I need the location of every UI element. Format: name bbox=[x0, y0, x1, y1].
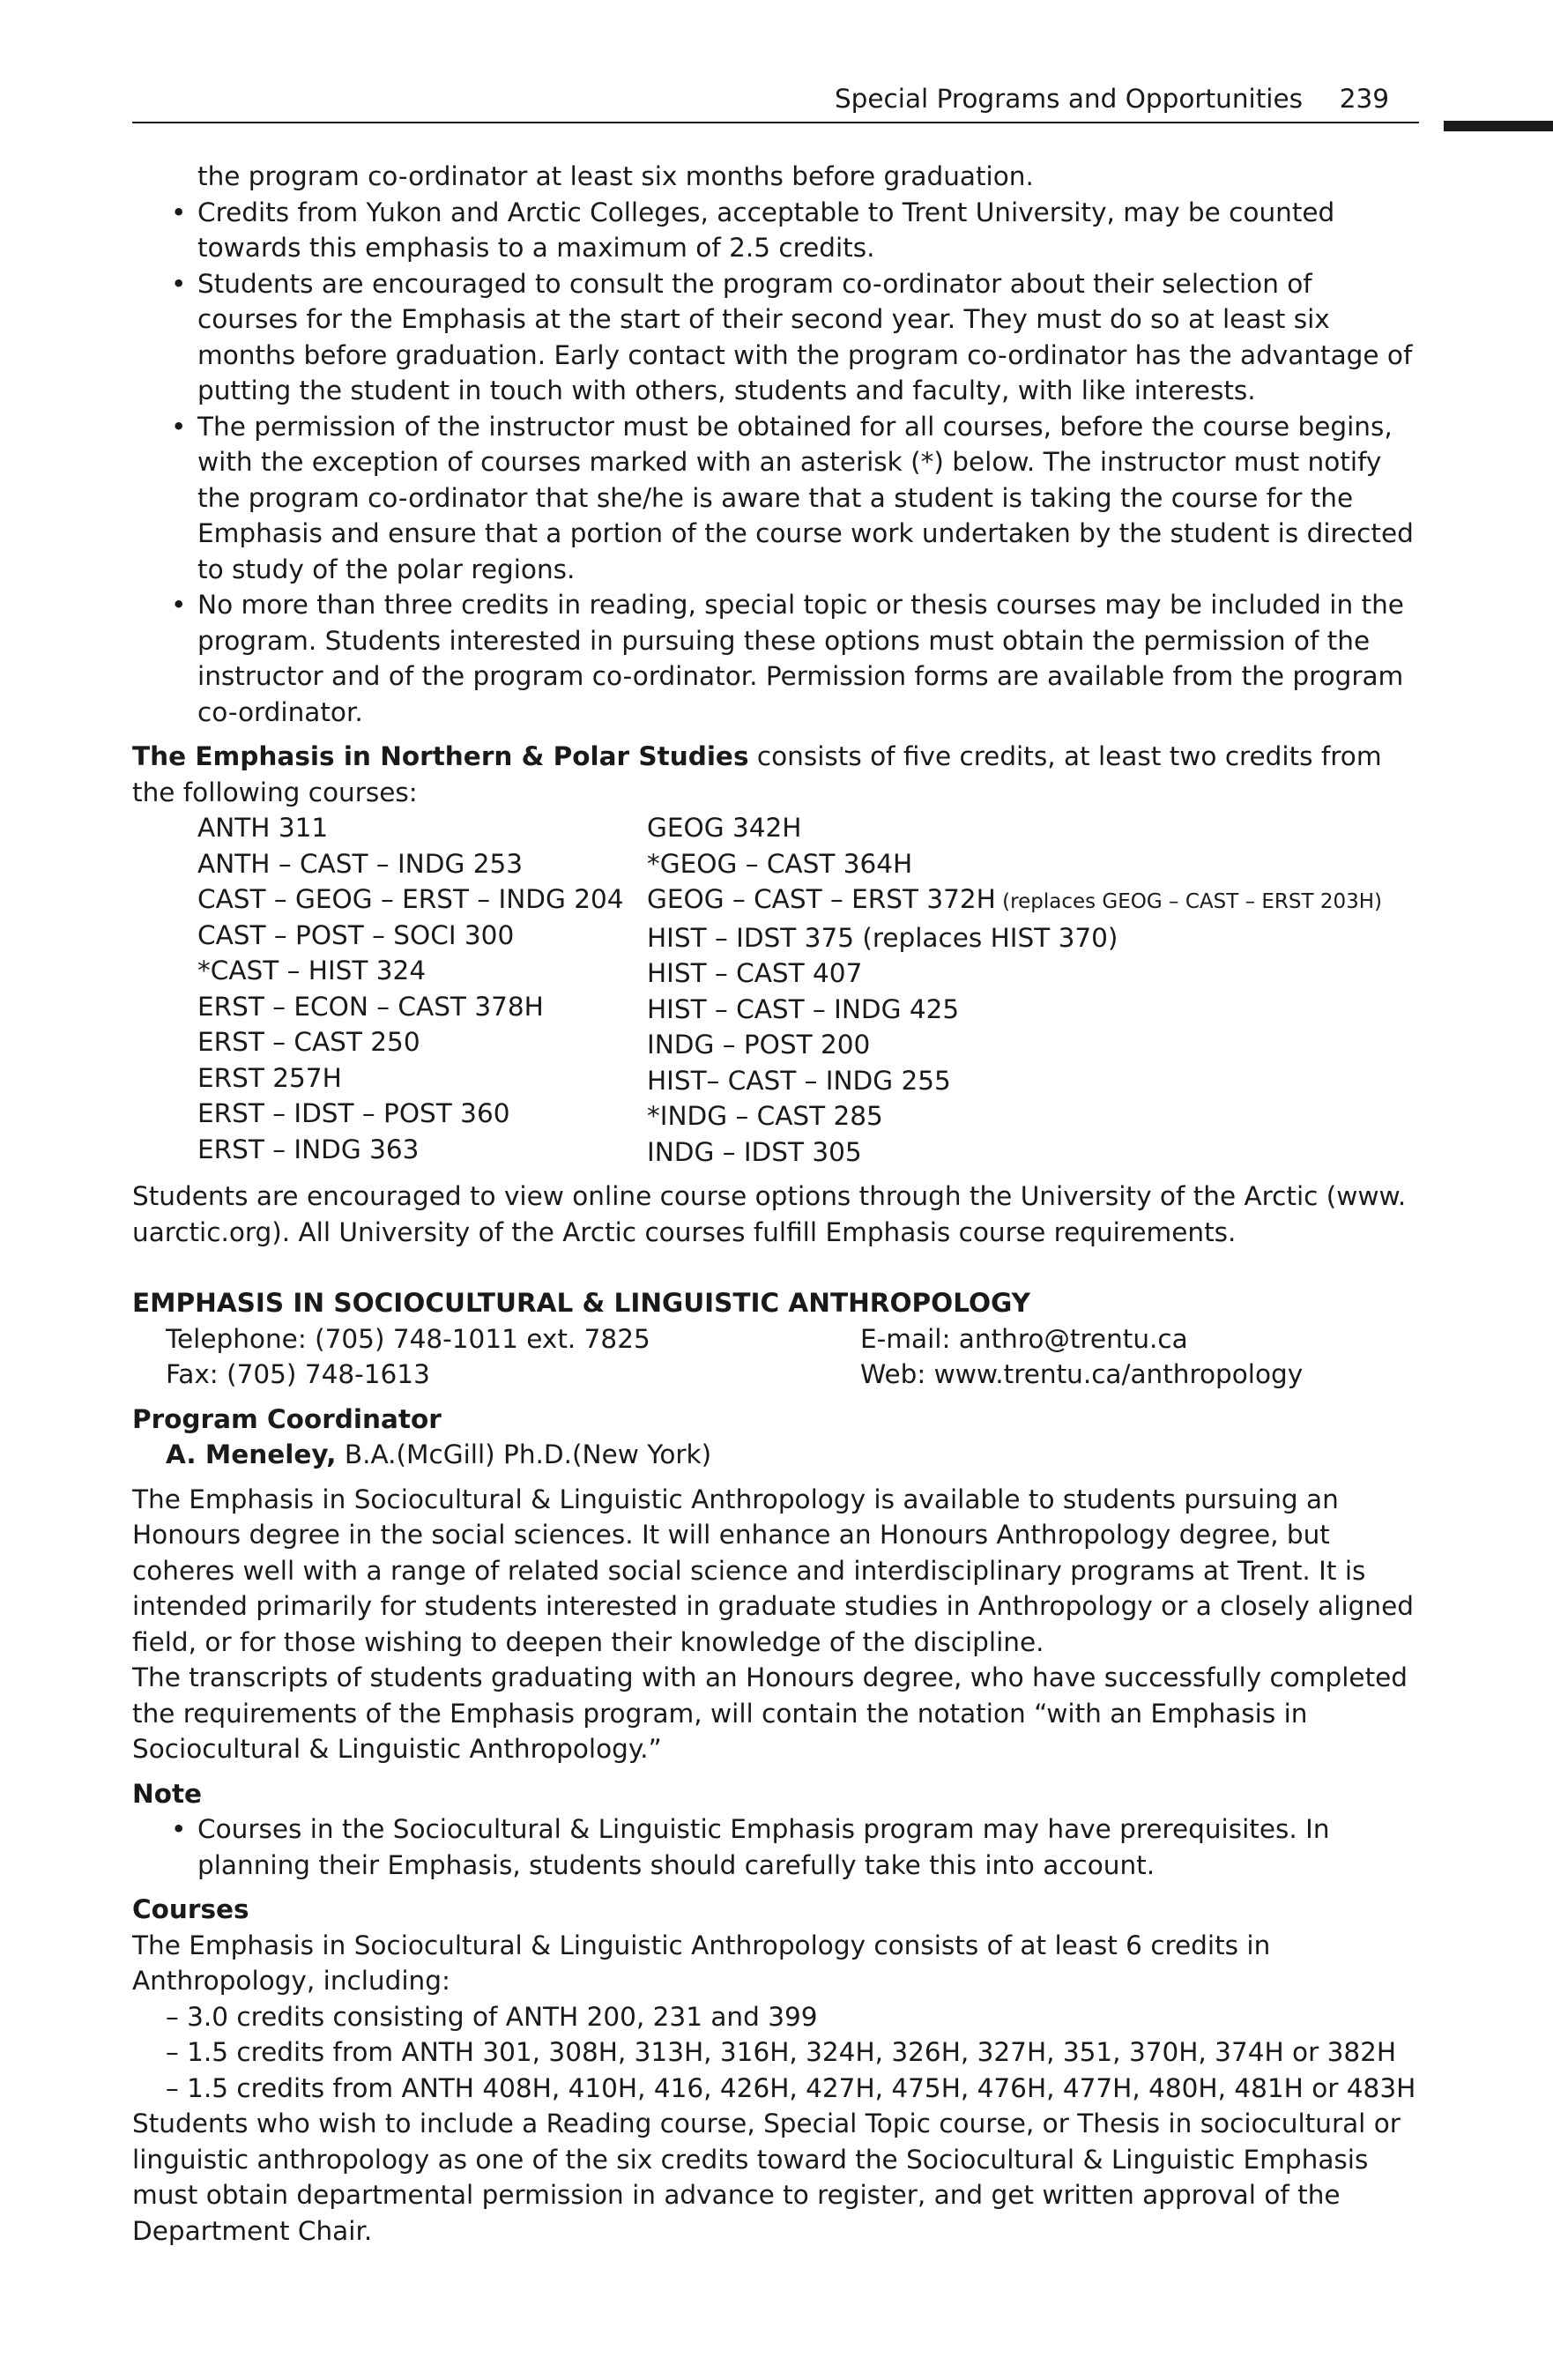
course-code: HIST – CAST – INDG 425 bbox=[647, 993, 960, 1024]
list-item-text: No more than three credits in reading, special topic or thesis courses may be included in the program. Students interested in pursuing these options must obtain the permission of the instructor and of the program co-ordinator. Permission forms are available from the program co-ordinator. bbox=[197, 590, 1404, 727]
course-item bbox=[647, 920, 1419, 956]
course-item bbox=[647, 1098, 1419, 1134]
course-item bbox=[647, 1063, 1419, 1099]
course-code: HIST– CAST – INDG 255 bbox=[647, 1065, 951, 1096]
section-heading: EMPHASIS IN SOCIOCULTURAL & LINGUISTIC ANTHROPOLOGY bbox=[132, 1288, 1031, 1318]
coordinator bbox=[132, 1437, 1419, 1473]
list-item bbox=[132, 1811, 1419, 1883]
bullet-icon: • bbox=[171, 411, 187, 442]
requirement-item: – 3.0 credits consisting of ANTH 200, 231 and 399 bbox=[166, 2001, 818, 2032]
course-code: INDG – POST 200 bbox=[647, 1030, 871, 1060]
page-header bbox=[132, 78, 1419, 120]
course-code: *INDG – CAST 285 bbox=[647, 1101, 883, 1131]
list-item-text: Students are encouraged to consult the program co-ordinator about their selection of courses for the Emphasis at the start of their second year. They must do so at least six months before graduation. Early contact with the program co-ordinator has the advantage of putting the student in touch with others, students and faculty, with like interests. bbox=[197, 268, 1413, 405]
course-item: ERST – IDST – POST 360 bbox=[197, 1098, 510, 1128]
email-link[interactable]: E-mail: anthro@trentu.ca bbox=[860, 1323, 1188, 1354]
contact-row bbox=[132, 1357, 1419, 1393]
continued-text: the program co-ordinator at least six months before graduation. bbox=[197, 161, 1034, 191]
online-courses-text: Students are encouraged to view online course options through the University of the Arctic (www. uarctic.org). All University of the Arctic courses fulfill Emphasis course requirements. bbox=[132, 1181, 1407, 1247]
contact-row bbox=[132, 1321, 1419, 1357]
list-item-text: The permission of the instructor must be obtained for all courses, before the course begins, with the exception of courses marked with an asterisk (*) below. The instructor must notify the program co-ordinator that she/he is aware that a student is taking the course for the Emphasis and ensure that a portion of the course work undertaken by the student is directed to study of the polar regions. bbox=[197, 411, 1414, 584]
running-head: Special Programs and Opportunities bbox=[834, 84, 1303, 114]
coordinator-name: A. Meneley, bbox=[166, 1439, 337, 1469]
course-item bbox=[647, 881, 1419, 920]
fax: Fax: (705) 748-1613 bbox=[166, 1359, 430, 1389]
course-item: ANTH – CAST – INDG 253 bbox=[197, 848, 524, 879]
list-item-text: Courses in the Sociocultural & Linguistic Emphasis program may have prerequisites. In planning their Emphasis, students should carefully take this into account. bbox=[197, 1814, 1330, 1880]
northern-bullet-list bbox=[132, 195, 1419, 731]
list-item bbox=[132, 587, 1419, 730]
course-item: ERST 257H bbox=[197, 1062, 342, 1093]
course-list bbox=[132, 810, 1419, 1170]
page-number: 239 bbox=[1339, 84, 1389, 114]
coordinator-label: Program Coordinator bbox=[132, 1403, 442, 1434]
page-content bbox=[132, 159, 1419, 2249]
course-code: GEOG – CAST – ERST 372H bbox=[647, 884, 996, 914]
course-item: ERST – INDG 363 bbox=[197, 1134, 420, 1164]
course-item: CAST – GEOG – ERST – INDG 204 bbox=[197, 884, 624, 914]
course-item: CAST – POST – SOCI 300 bbox=[197, 919, 515, 950]
telephone: Telephone: (705) 748-1011 ext. 7825 bbox=[166, 1323, 650, 1354]
courses-intro: The Emphasis in Sociocultural & Linguistic Anthropology consists of at least 6 credits in Anthropology, including: bbox=[132, 1930, 1271, 1996]
course-code: HIST – IDST 375 (replaces HIST 370) bbox=[647, 922, 1118, 953]
header-rule bbox=[132, 122, 1419, 123]
course-item bbox=[647, 1027, 1419, 1063]
coordinator-degrees: B.A.(McGill) Ph.D.(New York) bbox=[336, 1439, 712, 1469]
header-bar bbox=[1444, 121, 1553, 131]
note-list bbox=[132, 1811, 1419, 1883]
note-label: Note bbox=[132, 1778, 203, 1809]
course-item bbox=[647, 1134, 1419, 1171]
course-item bbox=[647, 846, 1419, 882]
course-column-left bbox=[197, 810, 647, 1170]
course-code: *GEOG – CAST 364H bbox=[647, 848, 913, 879]
web-link[interactable]: Web: www.trentu.ca/anthropology bbox=[860, 1359, 1304, 1389]
bullet-icon: • bbox=[171, 197, 187, 227]
course-item bbox=[647, 956, 1419, 992]
list-item-text: Credits from Yukon and Arctic Colleges, acceptable to Trent University, may be counted towards this emphasis to a maximum of 2.5 credits. bbox=[197, 197, 1335, 263]
course-column-right bbox=[647, 810, 1419, 1170]
bullet-icon: • bbox=[171, 268, 187, 299]
requirement-item: – 1.5 credits from ANTH 301, 308H, 313H, 316H, 324H, 326H, 327H, 351, 370H, 374H or 382H bbox=[166, 2037, 1397, 2067]
course-note: (replaces GEOG – CAST – ERST 203H) bbox=[995, 890, 1383, 913]
course-item: ANTH 311 bbox=[197, 813, 329, 843]
transcript-paragraph: The transcripts of students graduating with an Honours degree, who have successfully completed the requirements of the Emphasis program, will contain the notation “with an Emphasis in Sociocultural & Linguistic Anthropology.” bbox=[132, 1662, 1408, 1764]
list-item bbox=[132, 409, 1419, 588]
description-paragraph: The Emphasis in Sociocultural & Linguistic Anthropology is available to students pursuing an Honours degree in the social sciences. It will enhance an Honours Anthropology degree, but coheres well with a range of related social science and interdisciplinary programs at Trent. It is intended primarily for students interested in graduate studies in Anthropology or a closely aligned field, or for those wishing to deepen their knowledge of the discipline. bbox=[132, 1484, 1414, 1657]
course-item: ERST – ECON – CAST 378H bbox=[197, 991, 544, 1022]
courses-label: Courses bbox=[132, 1894, 249, 1924]
course-item: ERST – CAST 250 bbox=[197, 1027, 420, 1057]
course-code: INDG – IDST 305 bbox=[647, 1136, 862, 1167]
course-item: *CAST – HIST 324 bbox=[197, 956, 427, 985]
list-item bbox=[132, 266, 1419, 409]
bullet-icon: • bbox=[171, 1814, 187, 1844]
course-code: GEOG 342H bbox=[647, 813, 802, 843]
course-item bbox=[647, 992, 1419, 1028]
course-code: HIST – CAST 407 bbox=[647, 958, 863, 988]
northern-title: The Emphasis in Northern & Polar Studies bbox=[132, 741, 749, 771]
northern-intro-text: consists of five credits, at least two credits from the following courses: bbox=[132, 741, 1382, 807]
closing-paragraph: Students who wish to include a Reading course, Special Topic course, or Thesis in sociocultural or linguistic anthropology as one of the six credits toward the Sociocultural & Linguistic Emphasis must obtain departmental permission in advance to register, and get written approval of the Department Chair. bbox=[132, 2109, 1401, 2246]
course-item bbox=[647, 810, 1419, 846]
bullet-icon: • bbox=[171, 590, 187, 620]
list-item bbox=[132, 195, 1419, 266]
requirement-item: – 1.5 credits from ANTH 408H, 410H, 416, 426H, 427H, 475H, 476H, 477H, 480H, 481H or 483H bbox=[166, 2072, 1416, 2103]
northern-intro bbox=[132, 739, 1419, 810]
